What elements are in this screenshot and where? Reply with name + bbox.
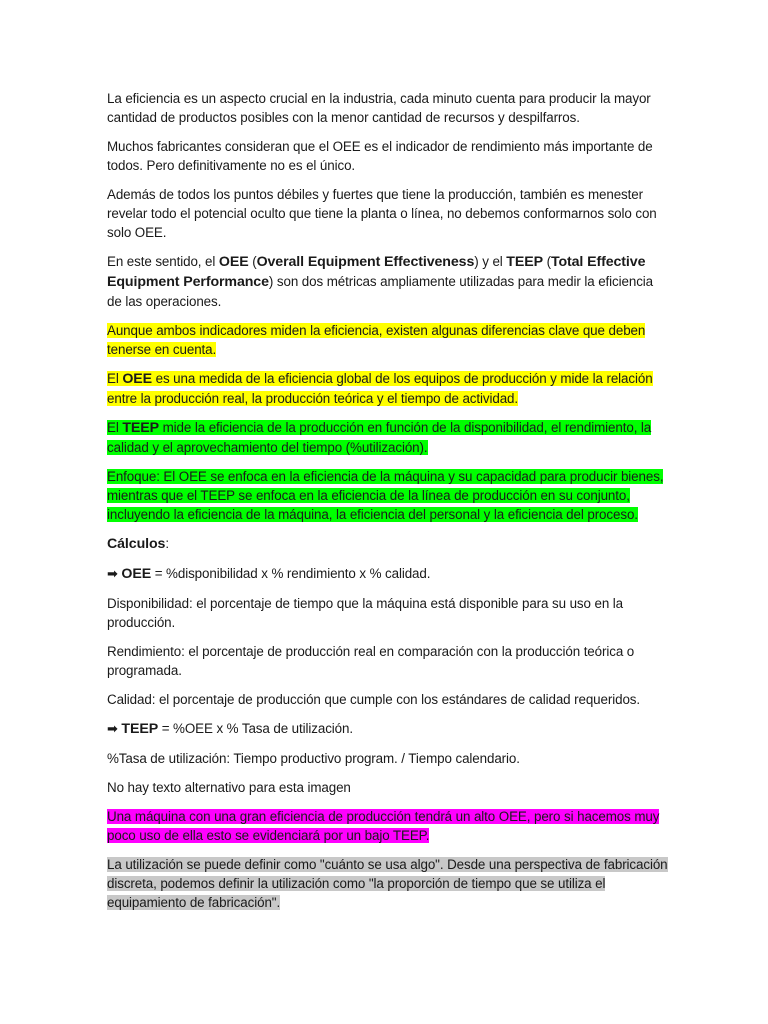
highlight-green [107,420,651,455]
paragraph-teep-measure [107,418,668,457]
right-arrow-icon: ➡ [107,722,118,737]
highlight-gray: La utilización se puede definir como "cuánto se usa algo". Desde una perspectiva de fabricación discreta, podemos definir la utilización como "la proporción de tiempo que se utiliza el equipamiento de fabricación". [107,857,668,910]
text-run: ) son dos métricas ampliamente utilizadas para medir la eficiencia de las operaciones. [107,274,654,309]
definition-calidad: Calidad: el porcentaje de producción que cumple con los estándares de calidad requeridos. [107,692,641,707]
teep-formula [107,719,668,739]
paragraph-hidden-potential: Además de todos los puntos débiles y fuertes que tiene la producción, también es menester revelar todo el potencial oculto que tiene la planta o línea, no debemos conformarnos solo con solo OEE. [107,187,657,240]
definition-rendimiento: Rendimiento: el porcentaje de producción real en comparación con la producción teórica o programada. [107,644,635,678]
highlight-magenta: Una máquina con una gran eficiencia de producción tendrá un alto OEE, pero si hacemos muy poco uso de ella esto se evidenciará por un bajo TEEP. [107,809,660,843]
text-run: es una medida de la eficiencia global de los equipos de producción y mide la relación entre la producción real, la producción teórica y el tiempo de actividad. [107,371,653,406]
definition-disponibilidad: Disponibilidad: el porcentaje de tiempo que la máquina está disponible para su uso en la producción. [107,596,624,630]
teep-formula-label: TEEP [121,721,159,737]
highlight-yellow [107,371,653,406]
text-run: : [165,536,169,551]
highlight-green: Enfoque: El OEE se enfoca en la eficiencia de la máquina y su capacidad para producir bienes, mientras que el TEEP se enfoca en la eficiencia de la línea de producción en su conjunto, incluyendo la eficiencia de la máquina, la eficiencia del personal y la eficiencia del proceso. [107,469,664,522]
oee-term: OEE [218,254,249,270]
teep-formula-text: = %OEE x % Tasa de utilización. [158,721,353,736]
paragraph-differences [107,321,668,359]
text-run: ( [542,254,551,269]
paragraph-machine-example [107,807,668,845]
image-alt-text: No hay texto alternativo para esta imagen [107,780,351,795]
definition-tasa: %Tasa de utilización: Tiempo productivo program. / Tiempo calendario. [107,751,520,766]
oee-formula-label: OEE [121,566,152,582]
oee-term: OEE [122,371,152,387]
paragraph-oee-teep-definition [107,252,668,311]
teep-expansion: Total Effective Equipment Performance [107,254,646,290]
paragraph-oee-measure [107,369,668,408]
text-run: ( [248,254,257,269]
paragraph-intro: La eficiencia es un aspecto crucial en la industria, cada minuto cuenta para producir la mayor cantidad de productos posibles con la menor cantidad de recursos y despilfarros. [107,91,651,125]
highlight-yellow: Aunque ambos indicadores miden la eficiencia, existen algunas diferencias clave que deben tenerse en cuenta. [107,323,646,357]
teep-term: TEEP [122,420,159,436]
text-run: ) y el [474,254,507,269]
text-run: En este sentido, el [107,254,219,269]
oee-expansion: Overall Equipment Effectiveness [256,254,475,270]
right-arrow-icon: ➡ [107,567,118,582]
text-run: El [107,371,123,386]
paragraph-focus [107,467,668,524]
calculations-title: Cálculos [107,536,166,552]
text-run: El [107,420,123,435]
oee-formula-text: = %disponibilidad x % rendimiento x % calidad. [151,566,431,581]
teep-term: TEEP [506,254,543,270]
oee-formula [107,564,668,584]
paragraph-utilization [107,855,668,912]
calculations-heading [107,534,668,554]
paragraph-oee-importance: Muchos fabricantes consideran que el OEE es el indicador de rendimiento más importante de todos. Pero definitivamente no es el único. [107,139,653,173]
text-run: mide la eficiencia de la producción en función de la disponibilidad, el rendimiento, la calidad y el aprovechamiento del tiempo (%utilización). [107,420,652,455]
